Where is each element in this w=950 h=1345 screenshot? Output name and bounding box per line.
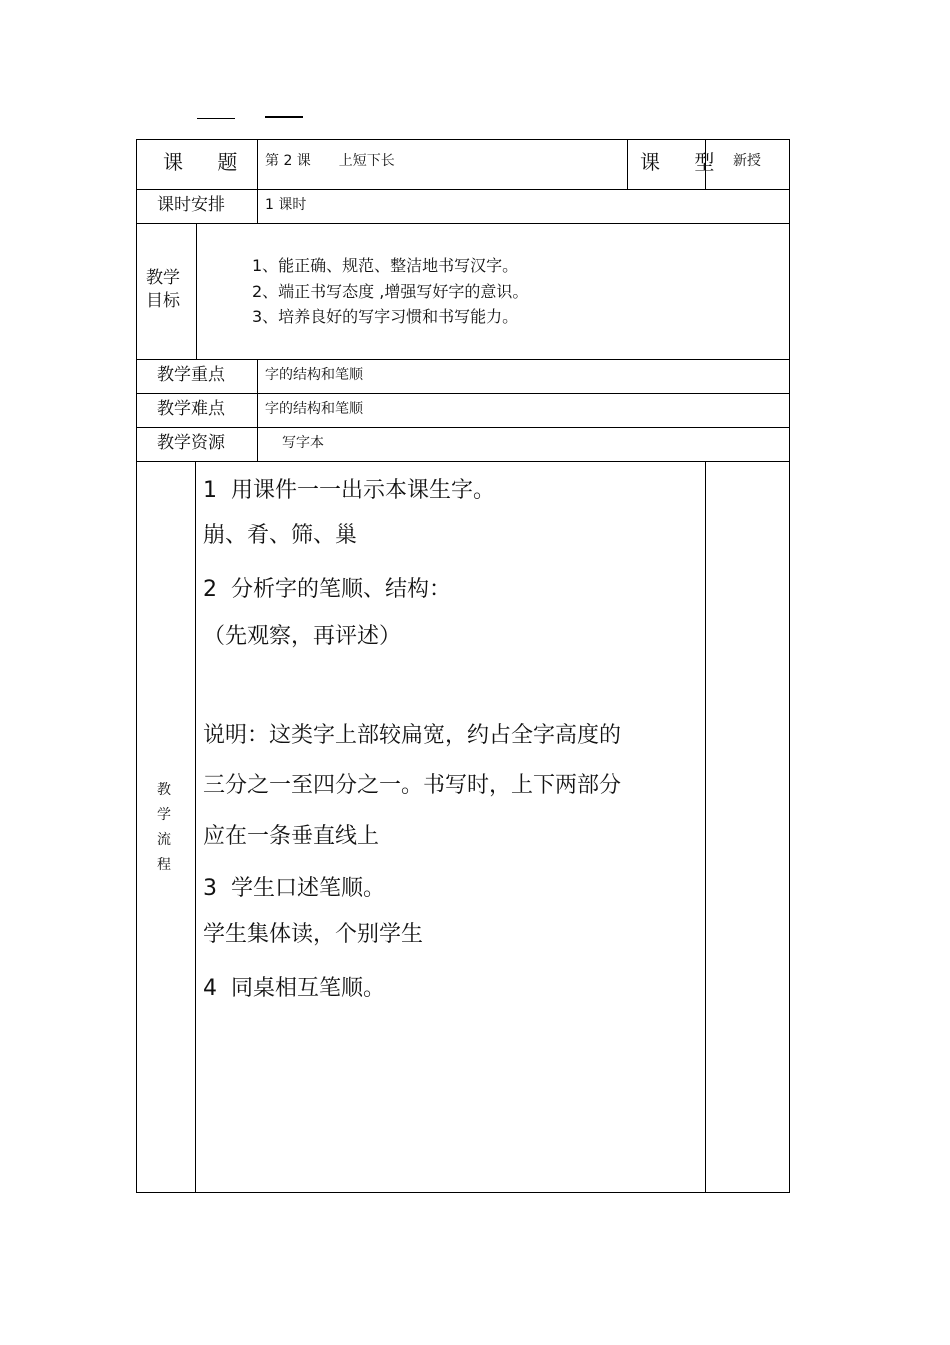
difficulty-value: 字的结构和笔顺: [265, 401, 363, 417]
process-line-4: （先观察，再评述）: [203, 624, 402, 649]
topic-label: 课 题: [163, 150, 252, 174]
topic-value: 第 2 课 上短下长: [265, 153, 395, 169]
process-line-3: 2 分析字的笔顺、结构：: [203, 577, 451, 602]
decorative-dash-left: [197, 118, 235, 119]
process-line-2: 崩、肴、筛、巢: [203, 523, 358, 548]
process-label-char-3: 流: [157, 832, 171, 848]
process-line-8: 3 学生口述笔顺。: [203, 876, 385, 901]
process-line-9: 学生集体读，个别学生: [203, 922, 424, 947]
process-line-10: 4 同桌相互笔顺。: [203, 976, 385, 1001]
process-line-1: 1 用课件一一出示本课生字。: [203, 478, 495, 503]
process-label-char-4: 程: [157, 857, 171, 873]
process-label-char-2: 学: [157, 807, 171, 823]
key-point-label: 教学重点: [157, 365, 225, 385]
process-line-6: 三分之一至四分之一。书写时，上下两部分: [203, 773, 622, 798]
process-label-char-1: 教: [157, 782, 171, 798]
difficulty-label: 教学难点: [157, 399, 225, 419]
goal-item-3: 3、培养良好的写字习惯和书写能力。: [252, 307, 519, 326]
key-point-value: 字的结构和笔顺: [265, 367, 363, 383]
goals-label-line1: 教学: [146, 268, 180, 288]
decorative-dash-right: [265, 116, 303, 118]
period-value: 1 课时: [265, 197, 307, 213]
goal-item-2: 2、端正书写态度 ,增强写好字的意识。: [252, 282, 529, 301]
goal-item-1: 1、能正确、规范、整洁地书写汉字。: [252, 256, 519, 275]
type-label: 课 型: [640, 150, 729, 174]
type-value: 新授: [733, 153, 761, 169]
period-label: 课时安排: [157, 195, 225, 215]
process-line-7: 应在一条垂直线上: [203, 824, 380, 849]
resources-label: 教学资源: [157, 433, 225, 453]
resources-value: 写字本: [282, 435, 324, 451]
goals-label-line2: 目标: [146, 291, 180, 311]
process-line-5: 说明：这类字上部较扁宽，约占全字高度的: [203, 723, 622, 748]
